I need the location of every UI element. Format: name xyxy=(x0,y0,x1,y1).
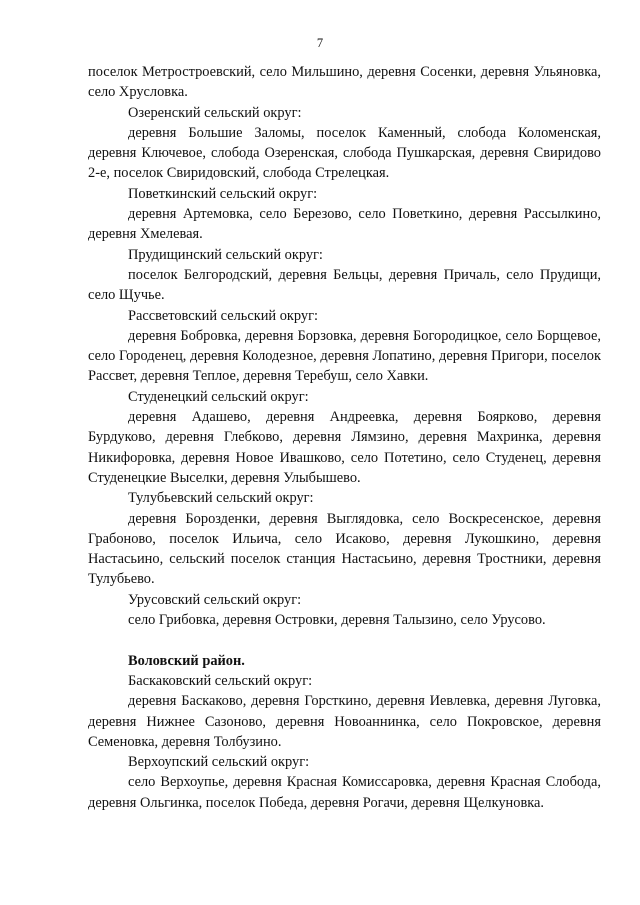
paragraph: деревня Борозденки, деревня Выглядовка, село Воскресенское, деревня Грабоново, поселок Ильича, село Исаково, деревня Лукошкино, деревня Настасьино, сельский поселок станция Настасьино, деревня Тростники, деревня Тулубьево. xyxy=(88,510,601,588)
section-heading: Рассветовский сельский округ: xyxy=(128,307,319,324)
section-heading: Тулубьевский сельский округ: xyxy=(128,490,314,507)
paragraph: село Верхоупье, деревня Красная Комиссаровка, деревня Красная Слобода, деревня Ольгинка, поселок Победа, деревня Рогачи, деревня Щелкуновка. xyxy=(88,774,601,811)
section-heading: Верхоупский сельский округ: xyxy=(128,754,310,771)
paragraph: деревня Артемовка, село Березово, село Поветкино, деревня Рассылкино, деревня Хмелевая. xyxy=(88,206,601,243)
section-heading: Студенецкий сельский округ: xyxy=(128,388,309,405)
district-heading: Воловский район. xyxy=(128,652,245,669)
section-heading: Прудищинский сельский округ: xyxy=(128,246,323,263)
paragraph: поселок Метростроевский, село Мильшино, деревня Сосенки, деревня Ульяновка, село Хрусловка. xyxy=(88,64,601,101)
paragraph: деревня Большие Заломы, поселок Каменный, слобода Коломенская, деревня Ключевое, слобода Озеренская, слобода Пушкарская, деревня Свиридово 2-е, поселок Свиридовский, слобода Стрелецкая. xyxy=(88,124,601,182)
section-heading: Баскаковский сельский округ: xyxy=(128,672,313,689)
document-body xyxy=(88,62,601,813)
paragraph: поселок Белгородский, деревня Бельцы, деревня Причаль, село Прудищи, село Щучье. xyxy=(88,266,601,304)
section-heading: Урусовский сельский округ: xyxy=(128,591,302,608)
paragraph: деревня Баскаково, деревня Горсткино, деревня Иевлевка, деревня Луговка, деревня Нижнее Сазоново, деревня Новоаннинка, село Покровское, деревня Семеновка, деревня Толбузино. xyxy=(88,693,601,750)
section-heading: Поветкинский сельский округ: xyxy=(128,185,318,202)
blank-line xyxy=(88,630,601,650)
paragraph: деревня Бобровка, деревня Борзовка, деревня Богородицкое, село Борщевое, село Городенец, деревня Колодезное, деревня Лопатино, деревня Пригори, поселок Рассвет, деревня Теплое, деревня Теребуш, село Хавки. xyxy=(88,327,601,385)
paragraph: село Грибовка, деревня Островки, деревня Талызино, село Урусово. xyxy=(128,612,546,629)
page-number: 7 xyxy=(316,36,324,50)
paragraph: деревня Адашево, деревня Андреевка, деревня Боярково, деревня Бурдуково, деревня Глебково, деревня Лямзино, деревня Махринка, деревня Никифоровка, деревня Новое Ивашково, село Потетино, село Студенец, деревня Студенецкие Выселки, деревня Улыбышево. xyxy=(88,409,601,486)
section-heading: Озеренский сельский округ: xyxy=(128,104,302,121)
